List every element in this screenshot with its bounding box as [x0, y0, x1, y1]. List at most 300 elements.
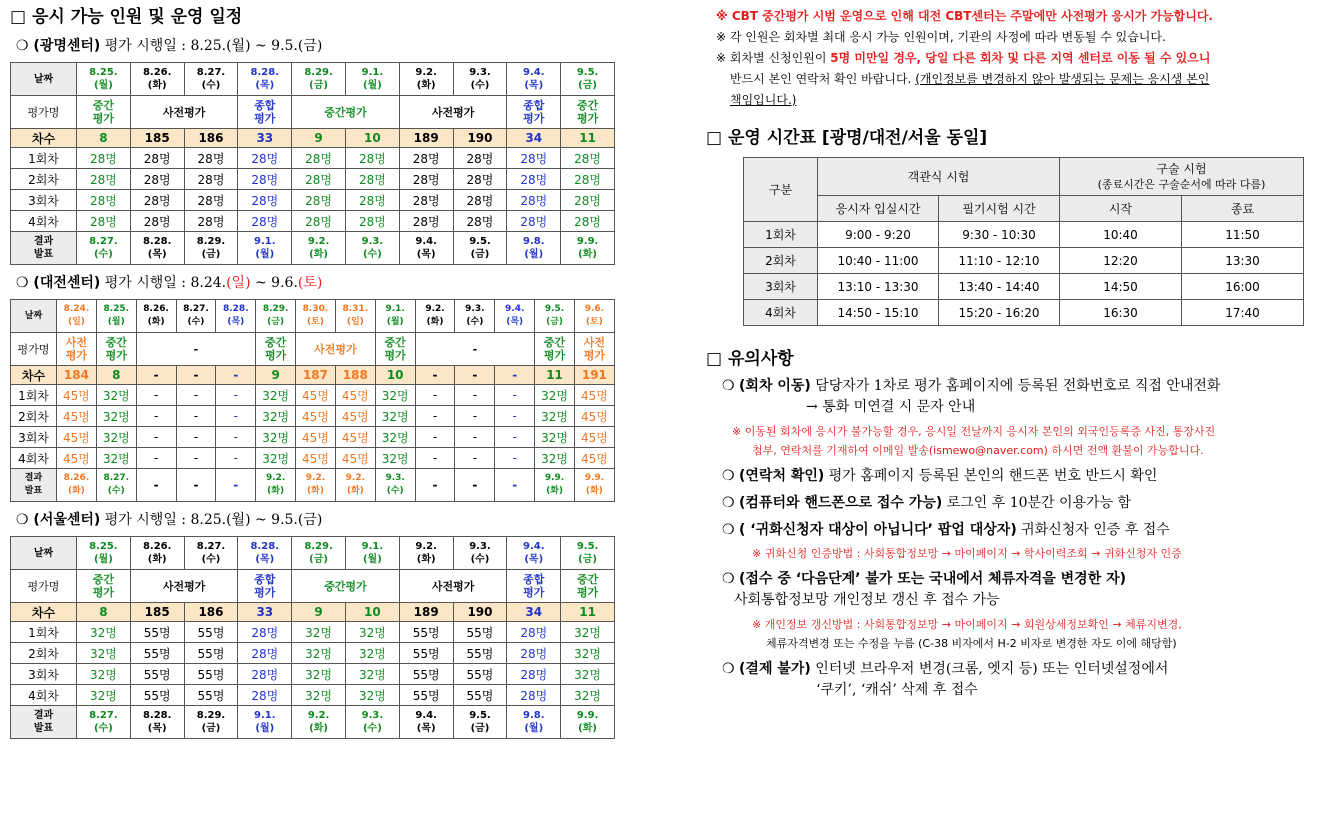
count-cell: - — [136, 406, 176, 427]
cell-line: 8.26. — [142, 541, 172, 552]
count-cell: 32명 — [345, 643, 399, 664]
cell-line: (수) — [93, 723, 113, 734]
cell-line: - — [193, 477, 199, 492]
round-row — [11, 148, 615, 169]
count-cell: 28명 — [561, 211, 615, 232]
count-cell: 28명 — [238, 664, 292, 685]
count-cell: 55명 — [184, 622, 238, 643]
cell-text: - — [193, 342, 199, 356]
type-label: 평가명 — [11, 333, 57, 366]
cell-text: 중간평가 — [324, 105, 367, 119]
cell-line: 9.5. — [576, 541, 599, 552]
result-cell — [238, 232, 292, 265]
date-cell — [535, 300, 575, 333]
result-cell — [375, 469, 415, 502]
cell-text: 사전평가 — [162, 105, 206, 119]
cell-line: 8.27. — [196, 67, 226, 78]
cell-line: (목) — [506, 317, 524, 327]
cell-line: 9.2. — [415, 541, 437, 552]
count-cell: 28명 — [345, 169, 399, 190]
count-cell: 55명 — [453, 664, 507, 685]
count-cell: 28명 — [507, 190, 561, 211]
caution-cont: → 통화 미연결 시 문자 안내 — [806, 399, 976, 415]
seq-cell: 186 — [184, 603, 238, 622]
count-cell: 28명 — [238, 148, 292, 169]
round-label: 4회차 — [11, 448, 57, 469]
result-cell — [96, 469, 136, 502]
type-cell — [77, 96, 131, 129]
count-cell: 32명 — [292, 664, 346, 685]
seoul-table — [10, 536, 615, 739]
count-cell: 32명 — [345, 685, 399, 706]
period-text: 평가 시행일 : 8.25.(월) ~ 9.5.(금) — [100, 38, 323, 54]
seq-cell: 8 — [96, 366, 136, 385]
count-cell: 45명 — [335, 448, 375, 469]
timetable-row — [744, 274, 1304, 300]
count-cell: 32명 — [535, 385, 575, 406]
cell-line: (일) — [346, 317, 364, 327]
oral-start: 16:30 — [1060, 300, 1182, 326]
period-text: 평가 시행일 : 8.25.(월) ~ 9.5.(금) — [100, 512, 323, 528]
count-cell: 28명 — [130, 169, 184, 190]
count-cell: 32명 — [535, 406, 575, 427]
round-row — [11, 406, 615, 427]
count-cell: 55명 — [130, 664, 184, 685]
note-move-cont2: 책임입니다.) — [730, 93, 797, 107]
count-cell: 45명 — [296, 427, 336, 448]
cell-line: (월) — [255, 723, 275, 734]
count-cell: - — [415, 448, 455, 469]
result-cell — [574, 469, 614, 502]
exam-time: 13:40 - 14:40 — [939, 274, 1060, 300]
count-cell: - — [495, 406, 535, 427]
date-cell — [238, 537, 292, 570]
cell-line: 9.2. — [305, 473, 326, 483]
period-text: 평가 시행일 : 8.24. — [100, 275, 227, 291]
round-label: 1회차 — [11, 148, 77, 169]
count-cell: - — [415, 406, 455, 427]
count-cell: 32명 — [77, 685, 131, 706]
count-cell: - — [455, 427, 495, 448]
count-cell: 32명 — [77, 664, 131, 685]
seq-cell: 189 — [399, 129, 453, 148]
cell-line: (화) — [578, 723, 597, 734]
cell-line: (금) — [470, 249, 490, 260]
cell-line: 9.5. — [576, 67, 599, 78]
count-cell: 55명 — [130, 685, 184, 706]
caution-note: ※ 귀화신청 인증방법 : 사회통합정보망 → 마이페이지 → 학사이력조회 → 귀화신청자 인증 — [752, 547, 1182, 560]
count-cell: 32명 — [375, 406, 415, 427]
cell-text: 종합 평가 — [254, 573, 276, 599]
cell-line: 8.29. — [196, 710, 226, 721]
count-cell: 28명 — [561, 169, 615, 190]
cell-text: 결과 발표 — [33, 710, 54, 734]
result-label — [11, 469, 57, 502]
caution-note: ※ 이동된 회차에 응시가 불가능할 경우, 응시일 전날까지 응시자 본인의 외국인등록증 사진, 통장사진 — [732, 425, 1216, 438]
date-cell — [296, 300, 336, 333]
count-cell: 28명 — [238, 169, 292, 190]
seq-cell: 33 — [238, 129, 292, 148]
cell-text: 사전평가 — [431, 579, 475, 593]
count-cell: 32명 — [256, 385, 296, 406]
round-label: 3회차 — [11, 427, 57, 448]
count-cell: 32명 — [561, 685, 615, 706]
period-sat: (토) — [297, 275, 323, 291]
count-cell: 28명 — [77, 169, 131, 190]
count-cell: 28명 — [507, 148, 561, 169]
note-capacity: ※ 각 인원은 회차별 최대 응시 가능 인원이며, 기관의 사정에 따라 변동될 수 있습니다. — [716, 30, 1166, 44]
cell-line: 9.1. — [254, 710, 276, 721]
cell-line: - — [432, 477, 438, 492]
cell-line: (화) — [426, 317, 444, 327]
count-cell: - — [176, 427, 216, 448]
cell-line: (월) — [386, 317, 404, 327]
cell-line: (화) — [416, 80, 436, 91]
count-cell: 45명 — [335, 385, 375, 406]
cell-text: 중간 평가 — [576, 573, 599, 599]
date-cell — [130, 63, 184, 96]
result-cell — [136, 469, 176, 502]
round-label: 4회차 — [11, 211, 77, 232]
cell-line: (수) — [362, 723, 382, 734]
cell-text: 중간 평가 — [265, 336, 287, 362]
cell-line: (월) — [362, 554, 382, 565]
cell-line: (수) — [201, 554, 221, 565]
cell-text: 종합 평가 — [254, 99, 276, 125]
result-cell — [130, 706, 184, 739]
cell-line: (월) — [107, 317, 125, 327]
cell-line: (목) — [524, 554, 544, 565]
count-cell: 32명 — [375, 427, 415, 448]
count-cell: 28명 — [77, 190, 131, 211]
date-cell — [57, 300, 97, 333]
cell-line: 8.24. — [63, 304, 90, 314]
cell-line: (화) — [147, 80, 167, 91]
date-cell — [136, 300, 176, 333]
schedule-heading: □ 응시 가능 인원 및 운영 일정 — [10, 7, 243, 27]
cell-line: (목) — [255, 554, 275, 565]
type-cell — [535, 333, 575, 366]
cell-line: - — [153, 477, 159, 492]
cell-line: 9.9. — [576, 236, 599, 247]
type-cell — [130, 570, 238, 603]
round-label: 4회차 — [744, 300, 818, 326]
cell-line: (목) — [147, 249, 167, 260]
seq-cell: 9 — [292, 129, 346, 148]
date-cell — [238, 63, 292, 96]
cell-line: 8.28. — [142, 710, 172, 721]
cell-line: 8.28. — [142, 236, 172, 247]
cell-line: 8.28. — [222, 304, 249, 314]
exam-time: 9:30 - 10:30 — [939, 222, 1060, 248]
seq-label: 차수 — [11, 366, 57, 385]
seq-cell: - — [495, 366, 535, 385]
cell-line: 9.1. — [361, 67, 384, 78]
seq-cell: - — [216, 366, 256, 385]
cell-line: 9.4. — [523, 541, 545, 552]
type-cell — [296, 333, 376, 366]
type-cell — [130, 96, 238, 129]
period-mid: ~ 9.6. — [250, 275, 298, 291]
cell-line: 9.5. — [469, 710, 491, 721]
count-cell: 32명 — [561, 622, 615, 643]
count-cell: 45명 — [57, 448, 97, 469]
result-cell — [535, 469, 575, 502]
note-cbt: ※ CBT 중간평가 시범 운영으로 인해 대전 CBT센터는 주말에만 사전평가 응시가 가능합니다. — [716, 9, 1213, 23]
type-cell — [574, 333, 614, 366]
count-cell: 32명 — [256, 427, 296, 448]
date-cell — [216, 300, 256, 333]
result-label — [11, 706, 77, 739]
date-label: 날짜 — [11, 537, 77, 570]
cell-line: (수) — [362, 249, 382, 260]
cell-text: 중간 평가 — [92, 99, 115, 125]
daejeon-heading — [16, 273, 616, 293]
result-cell — [345, 706, 399, 739]
caution-note: 첨부, 연락처를 기재하여 이메일 발송(ismewo@naver.com) 하시면 전액 환불이 가능합니다. — [752, 444, 1204, 457]
count-cell: - — [495, 385, 535, 406]
gwangmyeong-heading — [16, 36, 616, 56]
count-cell: 32명 — [292, 685, 346, 706]
gwangmyeong-table — [10, 62, 615, 265]
seq-cell: - — [176, 366, 216, 385]
cell-line: 9.9. — [544, 473, 565, 483]
seq-cell: 34 — [507, 129, 561, 148]
count-cell: - — [495, 448, 535, 469]
cell-line: 8.25. — [89, 541, 118, 552]
cell-line: 9.4. — [523, 67, 545, 78]
type-cell — [375, 333, 415, 366]
caution-heading: □ 유의사항 — [706, 349, 794, 369]
type-cell — [561, 96, 615, 129]
seq-cell: 9 — [292, 603, 346, 622]
cell-line: (화) — [546, 486, 563, 496]
result-cell — [238, 706, 292, 739]
seq-cell: 11 — [535, 366, 575, 385]
count-cell: 28명 — [130, 190, 184, 211]
round-label: 1회차 — [11, 385, 57, 406]
cell-line: (수) — [466, 317, 484, 327]
seq-cell: 9 — [256, 366, 296, 385]
cell-text: 결과 발표 — [24, 473, 43, 496]
caution-item: ❍ (컴퓨터와 핸드폰으로 접수 가능) 로그인 후 10분간 이용가능 함 — [722, 495, 1132, 511]
round-row — [11, 622, 615, 643]
count-cell: 28명 — [507, 643, 561, 664]
seq-cell: 185 — [130, 603, 184, 622]
cell-line: (화) — [147, 317, 165, 327]
cell-text: 사전 평가 — [65, 336, 88, 362]
count-cell: - — [216, 406, 256, 427]
count-cell: 32명 — [292, 622, 346, 643]
type-cell — [292, 570, 400, 603]
count-cell: 45명 — [335, 406, 375, 427]
cell-line: (금) — [578, 554, 597, 565]
seq-cell: 10 — [345, 129, 399, 148]
cell-line: 8.29. — [196, 236, 226, 247]
count-cell: 28명 — [130, 211, 184, 232]
cell-line: 9.3. — [361, 236, 384, 247]
seq-cell: 8 — [77, 129, 131, 148]
count-cell: 55명 — [184, 643, 238, 664]
type-cell — [399, 96, 507, 129]
oral-end: 16:00 — [1182, 274, 1304, 300]
count-cell: - — [495, 427, 535, 448]
cell-line: (금) — [309, 554, 328, 565]
exam-time: 11:10 - 12:10 — [939, 248, 1060, 274]
cell-line: 8.28. — [250, 67, 280, 78]
count-cell: - — [216, 385, 256, 406]
round-row — [11, 211, 615, 232]
cell-text: 사전평가 — [314, 342, 357, 356]
count-cell: 55명 — [130, 622, 184, 643]
seq-cell: 185 — [130, 129, 184, 148]
cell-line: (화) — [309, 723, 328, 734]
oral-end: 11:50 — [1182, 222, 1304, 248]
cell-line: (화) — [346, 486, 364, 496]
count-cell: 45명 — [296, 448, 336, 469]
seq-cell: 190 — [453, 603, 507, 622]
count-cell: 32명 — [375, 385, 415, 406]
seq-cell: 11 — [561, 603, 615, 622]
oral-end: 17:40 — [1182, 300, 1304, 326]
cell-line: (수) — [187, 317, 205, 327]
cell-line: 8.27. — [103, 473, 130, 483]
cell-line: - — [472, 477, 478, 492]
count-cell: 28명 — [345, 148, 399, 169]
count-cell: 45명 — [574, 427, 614, 448]
count-cell: - — [176, 385, 216, 406]
date-cell — [453, 537, 507, 570]
result-cell — [335, 469, 375, 502]
date-cell — [130, 537, 184, 570]
result-cell — [216, 469, 256, 502]
daejeon-table — [10, 299, 615, 502]
cell-text: 종합 평가 — [523, 99, 545, 125]
count-cell: 32명 — [77, 643, 131, 664]
count-cell: 28명 — [184, 211, 238, 232]
enter-time: 14:50 - 15:10 — [818, 300, 939, 326]
result-label — [11, 232, 77, 265]
th-start: 시작 — [1060, 196, 1182, 222]
cell-line: (금) — [267, 317, 285, 327]
type-label: 평가명 — [11, 96, 77, 129]
count-cell: 28명 — [77, 211, 131, 232]
count-cell: 45명 — [296, 406, 336, 427]
cell-line: 9.5. — [469, 236, 491, 247]
caution-item: ❍ (결제 불가) 인터넷 브라우저 변경(크롬, 엣지 등) 또는 인터넷설정에서 — [722, 661, 1169, 677]
type-row — [11, 570, 615, 603]
cell-line: (금) — [470, 723, 490, 734]
result-cell — [184, 232, 238, 265]
cell-line: 8.27. — [183, 304, 209, 314]
type-cell — [77, 570, 131, 603]
left-column — [10, 6, 616, 739]
seq-cell: 10 — [375, 366, 415, 385]
center-label: ❍ (광명센터) — [16, 38, 101, 54]
cell-line: 9.4. — [505, 304, 525, 314]
cell-line: (수) — [386, 486, 404, 496]
cell-line: 8.26. — [143, 304, 169, 314]
count-cell: 45명 — [57, 385, 97, 406]
cell-line: 9.2. — [307, 710, 330, 721]
count-cell: - — [455, 385, 495, 406]
count-cell: 45명 — [574, 385, 614, 406]
cell-line: (월) — [362, 80, 382, 91]
cell-line: 9.2. — [265, 473, 286, 483]
seq-cell: 189 — [399, 603, 453, 622]
cell-text: 중간평가 — [324, 579, 367, 593]
caution-item: ❍ (회차 이동) 담당자가 1차로 평가 홈페이지에 등록된 전화번호로 직접 안내전화 — [722, 378, 1221, 394]
cell-line: (목) — [416, 723, 436, 734]
count-cell: 28명 — [292, 190, 346, 211]
count-cell: - — [216, 448, 256, 469]
count-cell: 45명 — [296, 385, 336, 406]
count-cell: 28명 — [238, 211, 292, 232]
count-cell: 28명 — [238, 190, 292, 211]
count-cell: 28명 — [399, 148, 453, 169]
count-cell: 32명 — [96, 385, 136, 406]
cell-line: 9.3. — [469, 67, 491, 78]
cell-line: 8.27. — [89, 236, 118, 247]
cell-line: (화) — [578, 249, 597, 260]
round-label: 1회차 — [744, 222, 818, 248]
oral-start: 10:40 — [1060, 222, 1182, 248]
date-cell — [495, 300, 535, 333]
cell-line: 8.26. — [63, 473, 90, 483]
cell-line: 8.28. — [250, 541, 280, 552]
count-cell: 28명 — [399, 190, 453, 211]
type-cell — [238, 570, 292, 603]
cell-line: (토) — [307, 317, 324, 327]
type-cell — [507, 96, 561, 129]
count-cell: 28명 — [184, 148, 238, 169]
timetable-row — [744, 222, 1304, 248]
count-cell: 28명 — [453, 211, 507, 232]
seoul-heading — [16, 510, 616, 530]
date-cell — [455, 300, 495, 333]
date-cell — [375, 300, 415, 333]
cell-text: 사전 평가 — [583, 336, 606, 362]
cell-line: (월) — [524, 249, 544, 260]
round-label: 2회차 — [11, 406, 57, 427]
result-cell — [256, 469, 296, 502]
th-division: 구분 — [744, 158, 818, 222]
type-cell — [238, 96, 292, 129]
count-cell: 32명 — [561, 643, 615, 664]
date-cell — [507, 63, 561, 96]
count-cell: 28명 — [453, 148, 507, 169]
date-cell — [561, 63, 615, 96]
date-cell — [345, 63, 399, 96]
count-cell: 32명 — [96, 427, 136, 448]
result-row — [11, 706, 615, 739]
center-label: ❍ (서울센터) — [16, 512, 101, 528]
cell-line: 9.3. — [465, 304, 485, 314]
result-cell — [176, 469, 216, 502]
date-cell — [184, 537, 238, 570]
cell-line: 9.9. — [584, 473, 605, 483]
cell-line: (화) — [309, 249, 328, 260]
cell-text: 중간 평가 — [543, 336, 566, 362]
type-cell — [57, 333, 97, 366]
count-cell: 28명 — [561, 190, 615, 211]
count-cell: 32명 — [256, 406, 296, 427]
seq-label: 차수 — [11, 129, 77, 148]
cell-line: (수) — [107, 486, 125, 496]
cell-line: - — [233, 477, 239, 492]
cell-line: (목) — [227, 317, 245, 327]
seq-row — [11, 603, 615, 622]
